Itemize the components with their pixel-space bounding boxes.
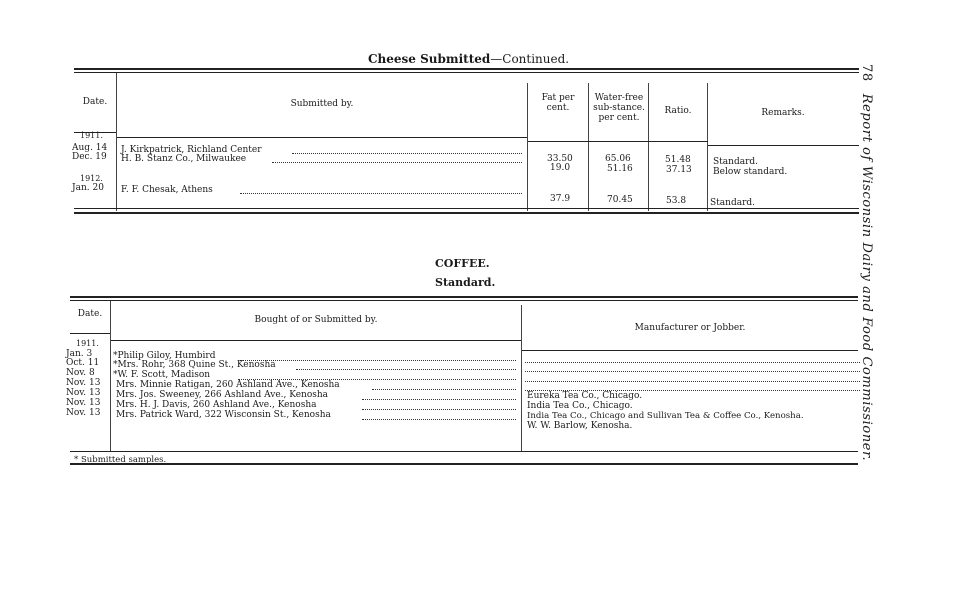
cheese-row-ratio: 51.48 xyxy=(665,155,691,165)
cheese-row-fat: 33.50 xyxy=(547,154,573,164)
cheese-row-ratio: 37.13 xyxy=(666,165,692,175)
coffee-bottom-rule-thin xyxy=(70,451,858,452)
cheese-row-date: Dec. 19 xyxy=(72,152,107,162)
coffee-top-rule xyxy=(70,296,858,298)
cheese-col-rule xyxy=(588,83,589,211)
cheese-header-remarks: Remarks. xyxy=(761,108,805,118)
cheese-header-fat: Fat per cent. xyxy=(541,93,575,113)
coffee-header-manufacturer: Manufacturer or Jobber. xyxy=(634,323,746,333)
coffee-title: COFFEE. xyxy=(435,257,490,270)
coffee-header-underline xyxy=(522,350,858,351)
coffee-row-date: Nov. 13 xyxy=(66,398,101,408)
leader-dots xyxy=(525,371,860,372)
coffee-year-1911: 1911. xyxy=(76,339,99,348)
cheese-title-bold: Cheese Submitted xyxy=(368,52,491,66)
cheese-title-rest: —Continued. xyxy=(490,52,570,66)
cheese-row-name: J. Kirkpatrick, Richland Center xyxy=(121,145,262,155)
coffee-row-manufacturer: India Tea Co., Chicago. xyxy=(527,401,633,411)
cheese-row-date: Aug. 14 xyxy=(72,143,108,153)
cheese-col-rule xyxy=(527,83,528,211)
coffee-row-manufacturer: W. W. Barlow, Kenosha. xyxy=(527,421,633,431)
coffee-header-underline xyxy=(111,340,521,341)
cheese-bottom-rule-thin xyxy=(74,208,859,209)
cheese-row-remarks: Standard. xyxy=(710,198,755,208)
coffee-row-name: Mrs. Jos. Sweeney, 266 Ashland Ave., Kenosha xyxy=(116,390,329,400)
cheese-top-rule xyxy=(74,68,859,70)
leader-dots xyxy=(292,153,522,154)
coffee-row-date: Oct. 11 xyxy=(66,358,100,368)
leader-dots xyxy=(272,162,522,163)
leader-dots xyxy=(240,360,516,361)
coffee-top-rule-thin xyxy=(70,300,858,301)
cheese-row-name: H. B. Stanz Co., Milwaukee xyxy=(121,154,247,164)
cheese-col-rule xyxy=(116,73,117,211)
coffee-row-date: Jan. 3 xyxy=(66,349,93,359)
cheese-bottom-rule xyxy=(74,212,859,214)
coffee-header-date: Date. xyxy=(77,309,103,319)
coffee-row-manufacturer: India Tea Co., Chicago and Sullivan Tea & Coffee Co., Kenosha. xyxy=(527,411,804,421)
coffee-row-name: *W. F. Scott, Madison xyxy=(113,370,211,380)
leader-dots xyxy=(240,193,522,194)
cheese-table-title xyxy=(368,52,569,66)
cheese-header-submitted-by: Submitted by. xyxy=(290,99,354,109)
coffee-row-name: *Mrs. Rohr, 368 Quine St., Kenosha xyxy=(113,360,276,370)
cheese-row-date: Jan. 20 xyxy=(72,183,104,193)
cheese-row-ratio: 53.8 xyxy=(666,196,687,206)
coffee-header-underline xyxy=(70,333,110,334)
coffee-row-name: Mrs. H. J. Davis, 260 Ashland Ave., Kenosha xyxy=(116,400,317,410)
cheese-row-fat: 37.9 xyxy=(550,194,571,204)
leader-dots xyxy=(525,362,860,363)
leader-dots xyxy=(362,409,516,410)
cheese-header-underline xyxy=(117,137,527,138)
cheese-col-rule xyxy=(707,83,708,211)
coffee-row-manufacturer: Eureka Tea Co., Chicago. xyxy=(527,391,643,401)
running-head xyxy=(859,64,874,461)
coffee-row-date: Nov. 13 xyxy=(66,408,101,418)
cheese-row-water: 51.16 xyxy=(607,164,633,174)
cheese-header-date: Date. xyxy=(82,97,108,107)
cheese-row-remarks: Standard. xyxy=(713,157,758,167)
cheese-year-1912: 1912. xyxy=(80,174,103,183)
cheese-row-water: 70.45 xyxy=(607,195,633,205)
running-title: Report of Wisconsin Dairy and Food Commissioner. xyxy=(859,93,874,462)
cheese-col-rule xyxy=(648,83,649,211)
cheese-header-underline xyxy=(528,141,708,142)
leader-dots xyxy=(372,389,516,390)
leader-dots xyxy=(296,369,516,370)
coffee-header-bought-by: Bought of or Submitted by. xyxy=(254,315,378,325)
cheese-header-ratio: Ratio. xyxy=(664,106,692,116)
coffee-row-name: Mrs. Minnie Ratigan, 260 Ashland Ave., Kenosha xyxy=(116,380,340,390)
coffee-row-date: Nov. 13 xyxy=(66,378,101,388)
coffee-bottom-rule xyxy=(70,463,858,465)
cheese-top-rule-thin xyxy=(74,72,859,73)
coffee-row-name: *Philip Giloy, Humbird xyxy=(113,351,216,361)
cheese-row-remarks: Below standard. xyxy=(713,167,788,177)
cheese-year-1911: 1911. xyxy=(80,131,103,140)
cheese-header-underline xyxy=(708,145,859,146)
coffee-subtitle: Standard. xyxy=(435,276,496,289)
cheese-row-fat: 19.0 xyxy=(550,163,571,173)
leader-dots xyxy=(525,381,860,382)
cheese-row-name: F. F. Chesak, Athens xyxy=(121,185,213,195)
page-number: 78 xyxy=(859,64,874,82)
cheese-header-water: Water-free sub-stance. per cent. xyxy=(593,93,645,123)
leader-dots xyxy=(362,399,516,400)
coffee-footnote: * Submitted samples. xyxy=(74,455,167,465)
coffee-row-name: Mrs. Patrick Ward, 322 Wisconsin St., Kenosha xyxy=(116,410,331,420)
leader-dots xyxy=(362,419,516,420)
coffee-row-date: Nov. 13 xyxy=(66,388,101,398)
cheese-row-water: 65.06 xyxy=(605,154,631,164)
coffee-row-date: Nov. 8 xyxy=(66,368,95,378)
